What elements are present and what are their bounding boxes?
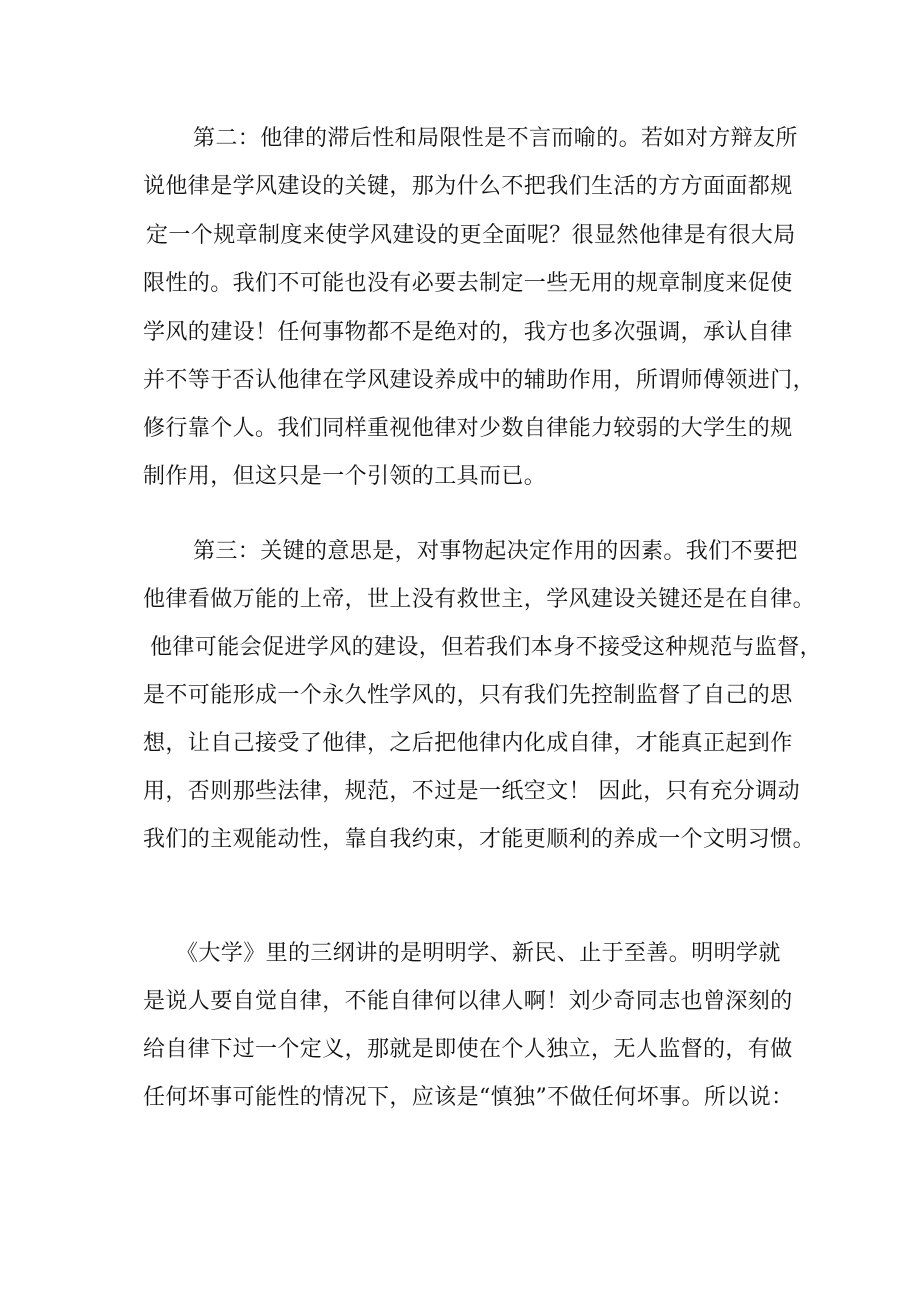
- text-line: 是不可能形成一个永久性学风的，只有我们先控制监督了自己的思: [143, 683, 793, 708]
- text-line: 《大学》里的三纲讲的是明明学、新民、止于至善。明明学就: [176, 941, 781, 966]
- text-line: 学风的建设！任何事物都不是绝对的，我方也多次强调，承认自律: [143, 320, 793, 345]
- text-line: 任何坏事可能性的情况下，应该是“慎独”不做任何坏事。所以说：: [143, 1085, 794, 1110]
- text-line: 说他律是学风建设的关键，那为什么不把我们生活的方方面面都规: [143, 174, 793, 199]
- text-line: 制作用，但这只是一个引领的工具而已。: [143, 464, 547, 489]
- text-line: 他律看做万能的上帝，世上没有救世主，学风建设关键还是在自律。: [143, 587, 816, 612]
- text-line: 我们的主观能动性，靠自我约束，才能更顺利的养成一个文明习惯。: [143, 827, 816, 852]
- text-line: 给自律下过一个定义，那就是即使在个人独立，无人监督的，有做: [143, 1037, 793, 1062]
- text-line: 想，让自己接受了他律，之后把他律内化成自律，才能真正起到作: [143, 731, 793, 756]
- text-line: 定一个规章制度来使学风建设的更全面呢？很显然他律是有很大局: [146, 223, 796, 248]
- text-line: 第二：他律的滞后性和局限性是不言而喻的。若如对方辩友所: [193, 126, 798, 151]
- text-line: 用，否则那些法律，规范，不过是一纸空文！ 因此，只有充分调动: [143, 779, 800, 804]
- text-line: 限性的。我们不可能也没有必要去制定一些无用的规章制度来促使: [143, 271, 793, 296]
- text-line: 是说人要自觉自律，不能自律何以律人啊！刘少奇同志也曾深刻的: [143, 989, 793, 1014]
- text-line: 第三：关键的意思是，对事物起决定作用的因素。我们不要把: [193, 539, 798, 564]
- text-line: 并不等于否认他律在学风建设养成中的辅助作用，所谓师傅领进门，: [143, 368, 816, 393]
- text-line: 他律可能会促进学风的建设，但若我们本身不接受这种规范与监督，: [150, 635, 823, 660]
- text-line: 修行靠个人。我们同样重视他律对少数自律能力较弱的大学生的规: [143, 416, 793, 441]
